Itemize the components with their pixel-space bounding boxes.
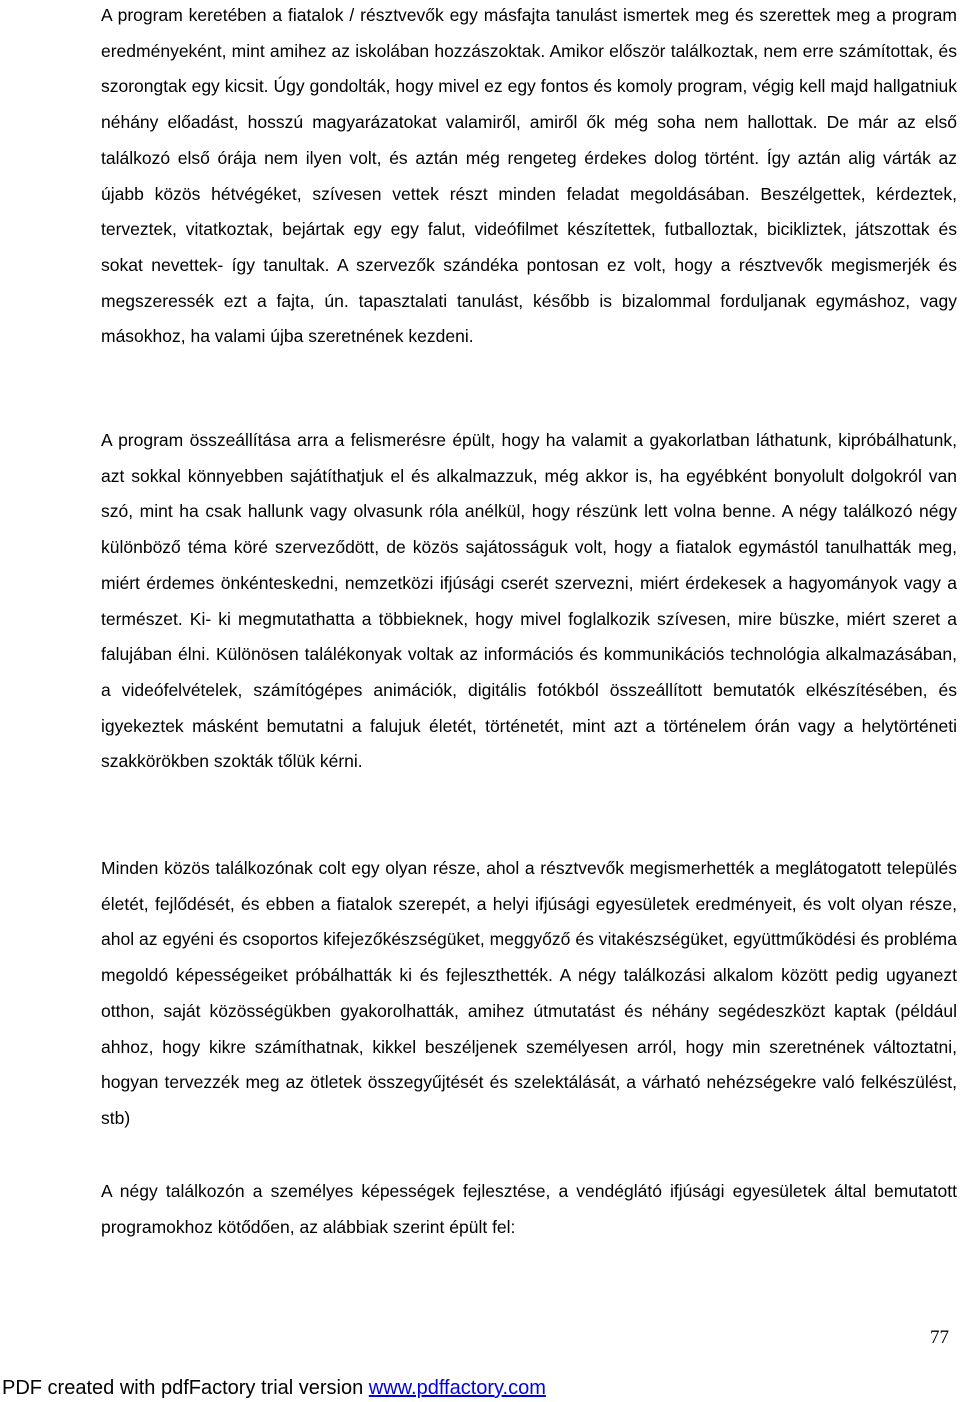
paragraph-4: A négy találkozón a személyes képességek fejlesztése, a vendéglátó ifjúsági egyesületek által bemutatott programokhoz kötődően, az alábbiak szerint épült fel: [101,1181,957,1237]
pdf-footer [2,1376,546,1400]
footer-link[interactable]: www.pdffactory.com [368,1377,546,1399]
footer-text: PDF created with pdfFactory trial version [2,1377,369,1399]
paragraph-3: Minden közös találkozónak colt egy olyan része, ahol a résztvevők megismerhették a meglátogatott település életét, fejlődését, és ebben a fiatalok szerepét, a helyi ifjúsági egyesületek eredményeit, és volt olyan része, ahol az egyéni és csoportos kifejezőkészségüket, meggyőző és vitakészségüket, együttműködési és probléma megoldó képességeiket próbálhatták ki és fejleszthették. A négy találkozási alkalom között pedig ugyanezt otthon, saját közösségükben gyakorolhatták, amihez útmutatást és néhány segédeszközt kaptak (például ahhoz, hogy kikre számíthatnak, kikkel beszéljenek személyesen arról, hogy min szeretnének változtatni, hogyan tervezzék meg az ötletek összegyűjtését és szelektálását, a várható nehézségekre való felkészülést, stb) [101,858,957,1128]
page-number: 77 [930,1327,949,1348]
paragraph-1: A program keretében a fiatalok / résztvevők egy másfajta tanulást ismertek meg és szerettek meg a program eredményeként, mint amihez az iskolában hozzászoktak. Amikor először találkoztak, nem erre számítottak, és szorongtak egy kicsit. Úgy gondolták, hogy mivel ez egy fontos és komoly program, végig kell majd hallgatniuk néhány előadást, hosszú magyarázatokat valamiről, amiről ők még soha nem hallottak. De már az első találkozó első órája nem ilyen volt, és aztán még rengeteg érdekes dolog történt. Így aztán alig várták az újabb közös hétvégéket, szívesen vettek részt minden feladat megoldásában. Beszélgettek, kérdeztek, terveztek, vitatkoztak, bejártak egy egy falut, videófilmet készítettek, futballoztak, bicikliztek, játszottak és sokat nevettek- így tanultak. A szervezők szándéka pontosan ez volt, hogy a résztvevők megismerjék és megszeressék ezt a fajta, ún. tapasztalati tanulást, később is bizalommal forduljanak egymáshoz, vagy másokhoz, ha valami újba szeretnének kezdeni. [101,5,957,347]
paragraph-2: A program összeállítása arra a felismerésre épült, hogy ha valamit a gyakorlatban láthatunk, kipróbálhatunk, azt sokkal könnyebben sajátíthatjuk el és alkalmazzuk, még akkor is, ha egyébként bonyolult dolgokról van szó, mint ha csak hallunk vagy olvasunk róla anélkül, hogy részünk lett volna benne. A négy találkozó négy különböző téma köré szerveződött, de közös sajátosságuk volt, hogy a fiatalok egymástól tanulhatták meg, miért érdemes önkénteskedni, nemzetközi ifjúsági cserét szervezni, miért érdekesek a hagyományok vagy a természet. Ki- ki megmutathatta a többieknek, hogy mivel foglalkozik szívesen, mire büszke, miért szeret a falujában élni. Különösen találékonyak voltak az információs és kommunikációs technológia alkalmazásában, a videófelvételek, számítógépes animációk, digitális fotókból összeállított bemutatók elkészítésében, és igyekeztek másként bemutatni a falujuk életét, történetét, mint azt a történelem órán vagy a helytörténeti szakkörökben szokták tőlük kérni. [101,430,957,772]
